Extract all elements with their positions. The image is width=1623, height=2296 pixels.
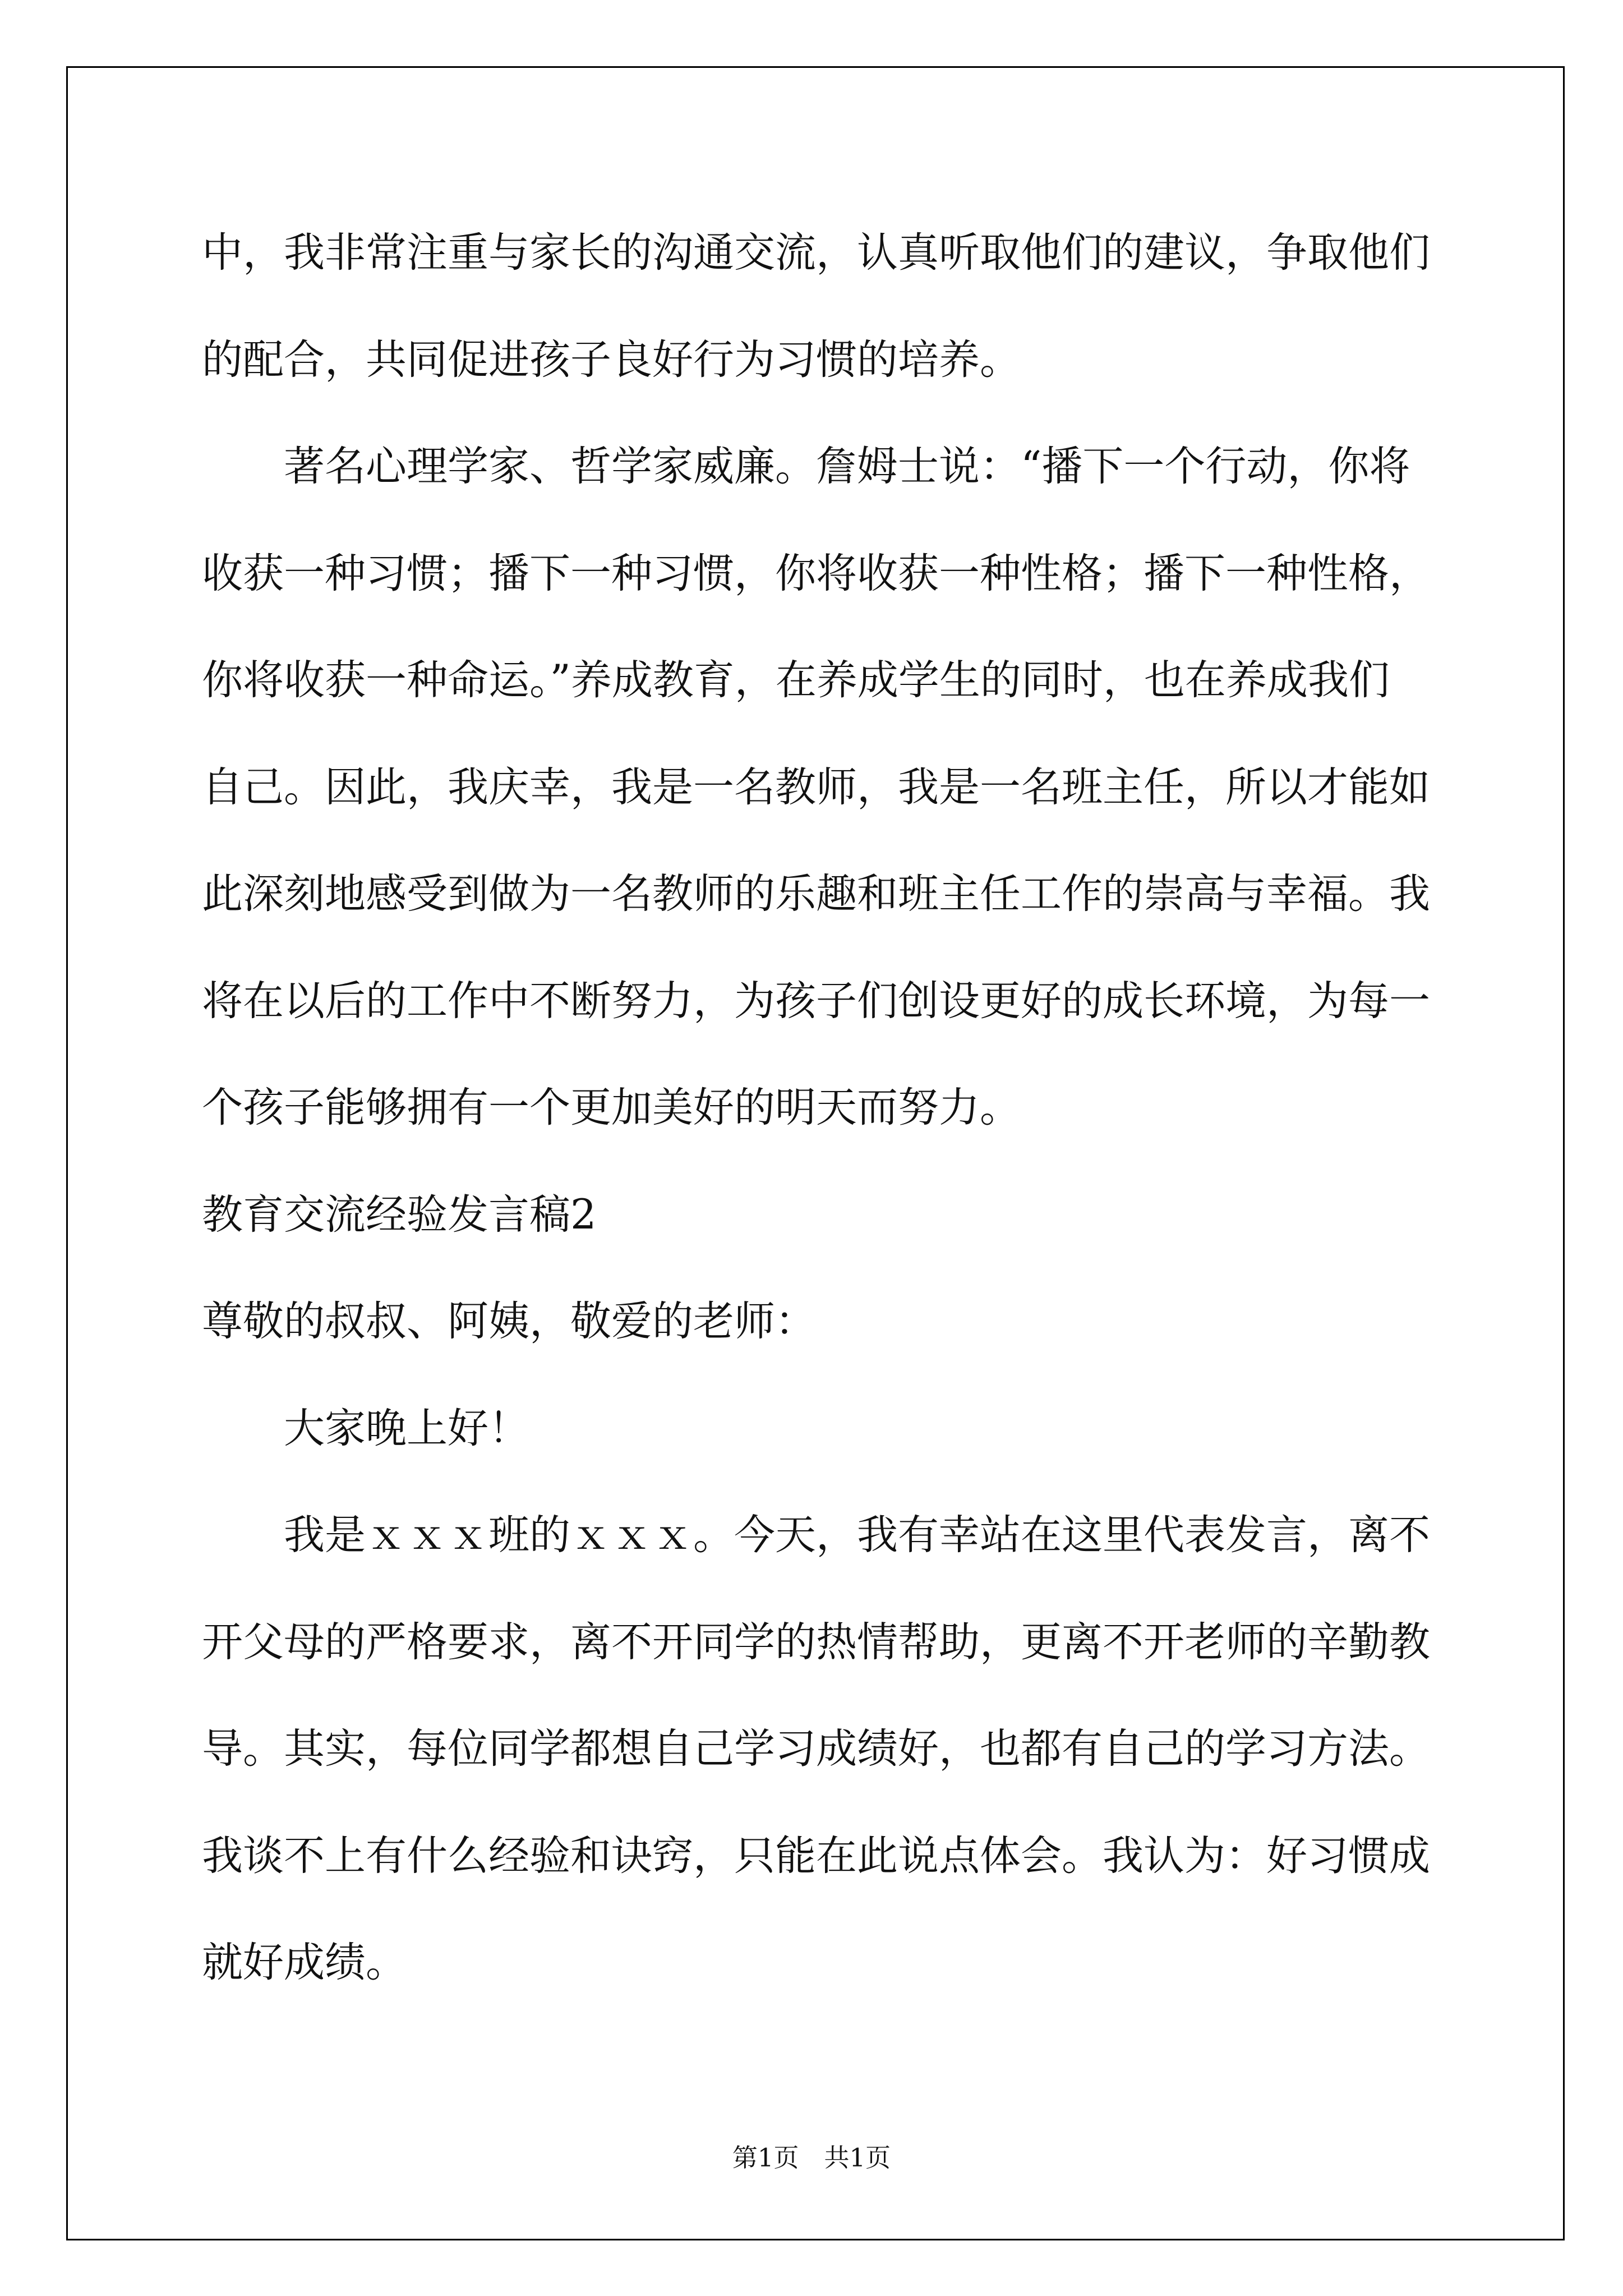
paragraph-quote xyxy=(202,413,1436,1162)
paragraph-line: 个孩子能够拥有一个更加美好的明天而努力。 xyxy=(202,1084,1021,1131)
page-number-footer: 第1页 共1页 xyxy=(732,2143,891,2173)
section-title: 教育交流经验发言稿2 xyxy=(202,1190,597,1239)
paragraph-line: 你将收获一种命运。”养成教育，在养成学生的同时，也在养成我们 xyxy=(202,656,1390,704)
salutation: 尊敬的叔叔、阿姨，敬爱的老师： xyxy=(202,1297,816,1345)
paragraph-line: 将在以后的工作中不断努力，为孩子们创设更好的成长环境，为每一 xyxy=(202,977,1430,1025)
paragraph-line: 的配合，共同促进孩子良好行为习惯的培养。 xyxy=(202,335,1021,384)
paragraph-line: 自己。因此，我庆幸，我是一名教师，我是一名班主任，所以才能如 xyxy=(202,763,1430,811)
greeting: 大家晚上好！ xyxy=(284,1404,529,1452)
paragraph-line: 我是ｘｘｘ班的ｘｘｘ。今天，我有幸站在这里代表发言，离不 xyxy=(284,1511,1430,1559)
paragraph-line: 著名心理学家、哲学家威廉。詹姆士说：“播下一个行动，你将 xyxy=(284,443,1410,490)
document-body xyxy=(202,200,1436,2017)
paragraph-line: 开父母的严格要求，离不开同学的热情帮助，更离不开老师的辛勤教 xyxy=(202,1618,1430,1666)
paragraph-line: 收获一种习惯；播下一种习惯，你将收获一种性格；播下一种性格， xyxy=(202,549,1430,597)
paragraph-line: 中，我非常注重与家长的沟通交流，认真听取他们的建议，争取他们 xyxy=(202,229,1430,277)
paragraph-continued xyxy=(202,200,1436,413)
paragraph-line: 就好成绩。 xyxy=(202,1939,407,1986)
paragraph-line: 此深刻地感受到做为一名教师的乐趣和班主任工作的崇高与幸福。我 xyxy=(202,870,1430,918)
paragraph-line: 我谈不上有什么经验和诀窍，只能在此说点体会。我认为：好习惯成 xyxy=(202,1832,1430,1880)
paragraph-line: 导。其实，每位同学都想自己学习成绩好，也都有自己的学习方法。 xyxy=(202,1725,1430,1773)
paragraph-speech xyxy=(202,1482,1436,2017)
